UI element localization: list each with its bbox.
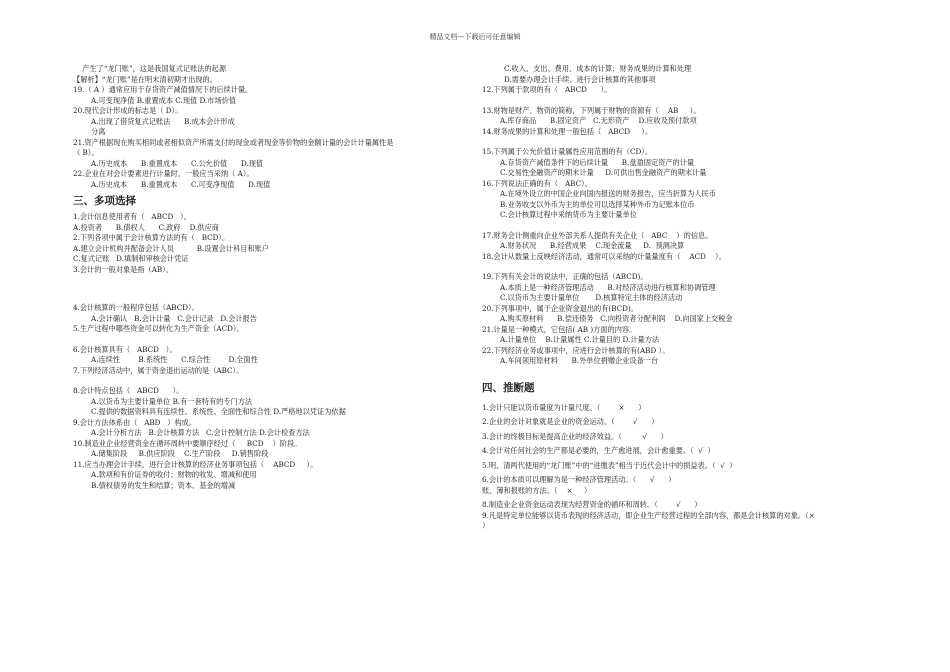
mc-question-14: 14.财务成果的计算和处理一般包括（ ABCD ）。 [482, 126, 653, 136]
question-19-options: A.可变现净值 B.重置成本 C.现值 D.市场价值 [91, 95, 237, 105]
mc-question-22: 22.下列经济业务或事项中，应进行会计核算的有(ABD ）。 [482, 345, 670, 355]
mc-question-1-options: A.投资者 B.债权人 C.政府 D.供应商 [73, 222, 219, 232]
tf-question-9-cont: ） [482, 521, 490, 530]
mc-question-8-options-cont: C.提供的数据资料具有连续性、系统性、全面性和综合性 D.严格地以凭证为依据 [91, 407, 346, 416]
right-column [482, 64, 882, 532]
page-header: 精品文档---下载后可任意编辑 [429, 33, 521, 41]
mc-question-17: 17.财务会计侧重向企业外部关系人提供有关企业（ ABC ）的信息。 [482, 230, 713, 240]
tf-question-6: 6.会计的本质可以理解为是一种经济管理活动。（ √ ） [482, 475, 676, 484]
tf-question-9: 9.凡是特定单位能够以货币表现的经济活动，即企业生产经营过程的全部内容，都是会计核算的对象。（× [482, 510, 815, 520]
mc-question-11: 11.应当办理会计手续，进行会计核算的经济业务事项包括（ ABCD ）。 [73, 459, 318, 469]
mc-question-4: 4.会计核算的一般程序包括（ABCD）。 [73, 303, 199, 312]
tf-question-7: 账、簿和报账的方法。（ × ） [482, 485, 592, 495]
mc-question-19: 19.下列有关会计的说法中，正确的包括（ABCD)。 [482, 272, 648, 281]
mc-question-13-options: A.库存商品 B.固定资产 C.无形资产 D.应收及预付款项 [500, 116, 697, 125]
mc-question-16-option-c: C.会计核算过程中采纳货币为主要计量单位 [500, 210, 637, 219]
question-22: 22.企业在对会计要素进行计量时，一般应当采纳（ A）。 [73, 169, 254, 178]
text-line: 产生了“龙门账”，这是我国复式记账法的起源 [73, 64, 227, 73]
mc-question-4-options: A.会计确认 B.会计计量 C.会计记录 D.会计报告 [91, 313, 257, 323]
mc-question-16-option-b: B.业务收支以外币为主的单位可以选择某种外币为记账本位币 [500, 199, 695, 209]
question-21-options: A.历史成本 B.重置成本 C.公允价值 D.现值 [91, 158, 264, 168]
mc-question-15-options-cont: C.交易性金融资产的期末计量 D.可供出售金融资产的期末计量 [500, 168, 707, 177]
mc-question-13: 13.财物是财产、物资的简称，下列属于财物的资源有（ AB ）。 [482, 105, 701, 115]
tf-question-2: 2.企业的会计对象就是企业的资金运动。（ √ ） [482, 417, 659, 426]
mc-question-3: 3.会计的一般对象是指（AB）。 [73, 264, 173, 274]
mc-question-8-options: A.以货币为主要计量单位 B.有一套特有的专门方法 [91, 396, 253, 406]
mc-question-11-options-d: D.需要办理会计手续、进行会计核算的其他事项 [504, 74, 656, 84]
mc-question-9: 9.会计方法体系由（ ABD ）构成。 [73, 417, 197, 427]
question-20-options: A.出现了借贷复式记账法 B.成本会计形成 [91, 116, 235, 126]
mc-question-9-options: A.会计分析方法 B.会计核算方法 C.会计控制方法 D.会计检查方法 [91, 428, 310, 437]
mc-question-18: 18.会计从数量上反映经济活动，通常可以采纳的计量量度有（ ACD ）。 [482, 251, 726, 261]
tf-question-5: 5.明、清两代使用的“龙门账”中的“进缴表”相当于近代会计中的损益表。（ √ ） [482, 460, 737, 470]
mc-question-1: 1.会计信息使用者有（ ABCD ）。 [73, 212, 191, 221]
mc-question-2-options: A.建立会计机构并配备会计人员 B.设置会计科目和账户 [73, 243, 270, 253]
mc-question-15-options: A.存货资产减值条件下的后续计量 B.盘盈固定资产的计量 [500, 157, 695, 167]
mc-question-19-options-cont: C.以货币为主要计量单位 D.核算特定主体的经济活动 [500, 293, 683, 302]
mc-question-16: 16.下列说法正确的有（ ABC）。 [482, 178, 592, 188]
question-20-options-cont: 分离 [91, 127, 106, 136]
mc-question-6-options: A.连续性 B.系统性 C.综合性 D.全面性 [91, 355, 258, 364]
mc-question-2-options-cont: C.复式记账 D.填制和审核会计凭证 [73, 254, 189, 263]
section-title-multiple-choice: 三、多项选择 [73, 195, 136, 207]
text-line: 【解析】“龙门账”是在明末清初期才出现的。 [73, 74, 217, 84]
mc-question-19-options: A.本质上是一种经济管理活动 B.对经济活动进行核算和协调管理 [500, 282, 716, 292]
mc-question-2: 2.下列各项中属于会计核算方法的有（ BCD）。 [73, 233, 230, 242]
question-21: 21.资产根据现在购买相同或者相似资产所需支付的现金或者现金等价物的金额计量的会计计量属性是 [73, 137, 394, 147]
mc-question-5: 5.生产过程中哪些资金可以转化为生产资金（ACD）。 [73, 324, 244, 333]
mc-question-11-options-cont: B.债权债务的发生和结算；资本、基金的增减 [91, 480, 236, 490]
tf-question-4: 4.会计对任何社会的生产都是必要的，生产愈进展，会计愈重要。（ √ ） [482, 446, 715, 455]
mc-question-11-options-c: C.收入、支出、费用、成本的计算；财务成果的计算和处理 [504, 64, 692, 73]
mc-question-12: 12.下列属于款项的有（ ABCD ）。 [482, 85, 612, 94]
mc-question-6: 6.会计核算具有（ ABCD ）。 [73, 344, 177, 354]
question-20: 20.现代会计形成的标志是（ D）。 [73, 106, 183, 115]
question-19: 19.（ A ）通常应用于存货资产减值情况下的后续计量。 [73, 85, 253, 94]
mc-question-22-options: A.车间领用原材料 B.外单位捐赠企业设备一台 [500, 356, 659, 365]
mc-question-15: 15.下列属于公允价值计量属性应用范围的有（CD）。 [482, 147, 653, 156]
mc-question-21-options: A.计量单位 B.计量属性 C.计量目的 D.计量方法 [500, 335, 660, 344]
mc-question-10: 10.制造业企业经营资金在循环周转中要顺序经过（ BCD ）阶段。 [73, 438, 302, 448]
mc-question-20-options: A.购买原材料 B.偿还债务 C.向投资者分配利润 D.向国家上交税金 [500, 314, 733, 323]
section-title-true-false: 四、推断题 [482, 381, 535, 394]
mc-question-20: 20.下列事项中，属于企业资金退出的有(BCD)。 [482, 303, 638, 313]
question-21-cont: （ B）。 [73, 148, 99, 157]
mc-question-11-options: A.款项和有价证券的收付；财物的收发、增减和使用 [91, 470, 257, 479]
mc-question-7: 7.下列经济活动中，属于资金退出运动的是（ABC）。 [73, 365, 244, 375]
tf-question-8: 8.制造业企业资金运动表现为经营资金的循环和周转。（ √ ） [482, 500, 702, 509]
mc-question-16-option-a: A.在境外设立的中国企业向国内报送的财务报告，应当折算为人民币 [500, 189, 716, 198]
mc-question-10-options: A.储集阶段 B.供应阶段 C.生产阶段 D.销售阶段 [91, 449, 269, 458]
mc-question-21: 21.计量是一种模式，它包括( AB )方面的内容。 [482, 324, 637, 334]
mc-question-8: 8.会计特点包括（ ABCD ）。 [73, 386, 184, 395]
mc-question-17-options: A.财务状况 B.经营成果 C.现金流量 D. 预测决算 [500, 241, 685, 250]
tf-question-3: 3.会计的终极目标是提高企业的经济效益。（ √ ） [482, 431, 668, 441]
left-column [73, 64, 468, 491]
question-22-options: A.历史成本 B.重置成本 C.可变净现值 D.现值 [91, 179, 271, 189]
tf-question-1: 1.会计只能以货币量度为计量尺度。（ × ） [482, 402, 646, 412]
